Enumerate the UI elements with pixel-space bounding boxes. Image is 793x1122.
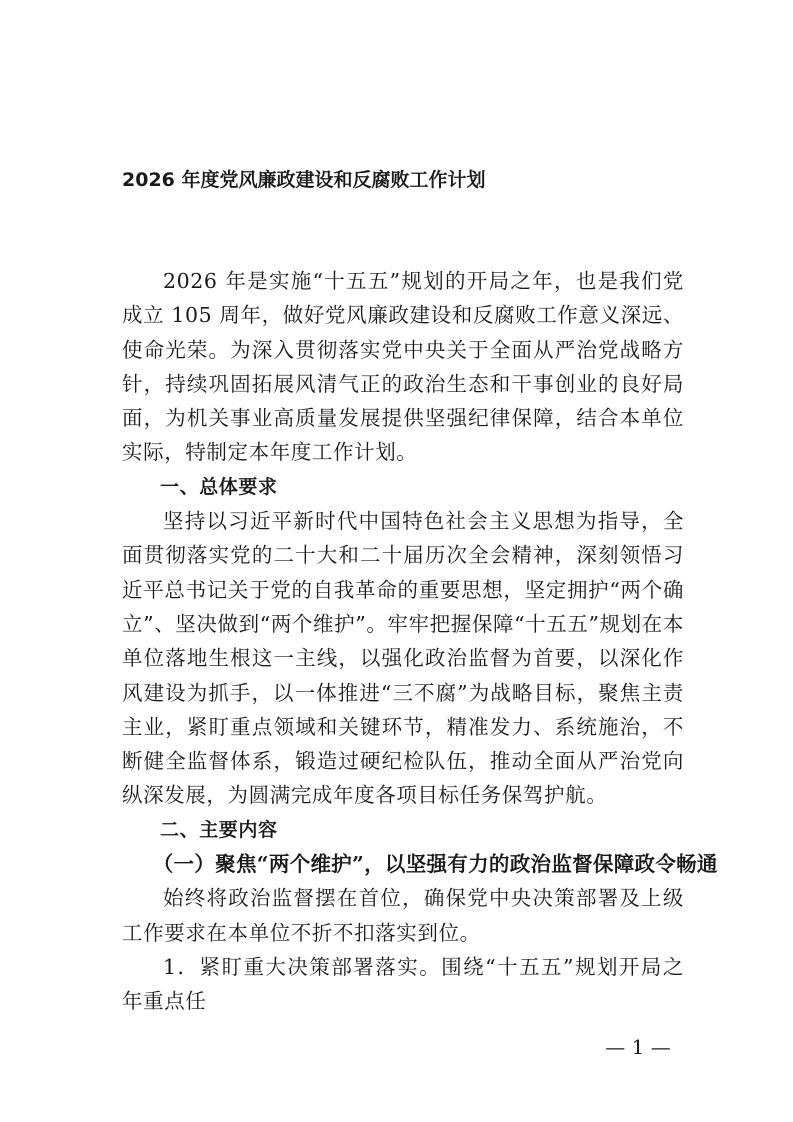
general-requirements-paragraph: 坚持以习近平新时代中国特色社会主义思想为指导，全面贯彻落实党的二十大和二十届历次全会精神，深刻领悟习近平总书记关于党的自我革命的重要思想，坚定拥护“两个确立”、坚决做到“两个维护”。牢牢把握保障“十五五”规划在本单位落地生根这一主线，以强化政治监督为首要，以深化作风建设为抓手，以一体推进“三不腐”为战略目标，聚焦主责主业，紧盯重点领域和关键环节，精准发力、系统施治，不断健全监督体系，锻造过硬纪检队伍，推动全面从严治党向纵深发展，为圆满完成年度各项目标任务保驾护航。 — [122, 509, 684, 808]
political-supervision-paragraph: 始终将政治监督摆在首位，确保党中央决策部署及上级工作要求在本单位不折不扣落实到位。 — [122, 886, 684, 945]
document-title: 2026 年度党风廉政建设和反腐败工作计划 — [122, 169, 486, 191]
document-body — [122, 264, 718, 1019]
intro-paragraph: 2026 年是实施“十五五”规划的开局之年，也是我们党成立 105 周年，做好党风廉政建设和反腐败工作意义深远、使命光荣。为深入贯彻落实党中央关于全面从严治党战略方针，持续巩固拓展风清气正的政治生态和干事创业的良好局面，为机关事业高质量发展提供坚强纪律保障，结合本单位实际，特制定本年度工作计划。 — [122, 269, 684, 465]
section-heading-general-requirements: 一、总体要求 — [160, 475, 278, 498]
section-heading-main-content: 二、主要内容 — [160, 818, 278, 841]
list-item-1: 1．紧盯重大决策部署落实。围绕“十五五”规划开局之年重点任 — [122, 954, 684, 1014]
page-number: — 1 — — [605, 1035, 671, 1059]
subsection-heading-political-supervision: （一）聚焦“两个维护”，以坚强有力的政治监督保障政令畅通 — [152, 852, 718, 877]
